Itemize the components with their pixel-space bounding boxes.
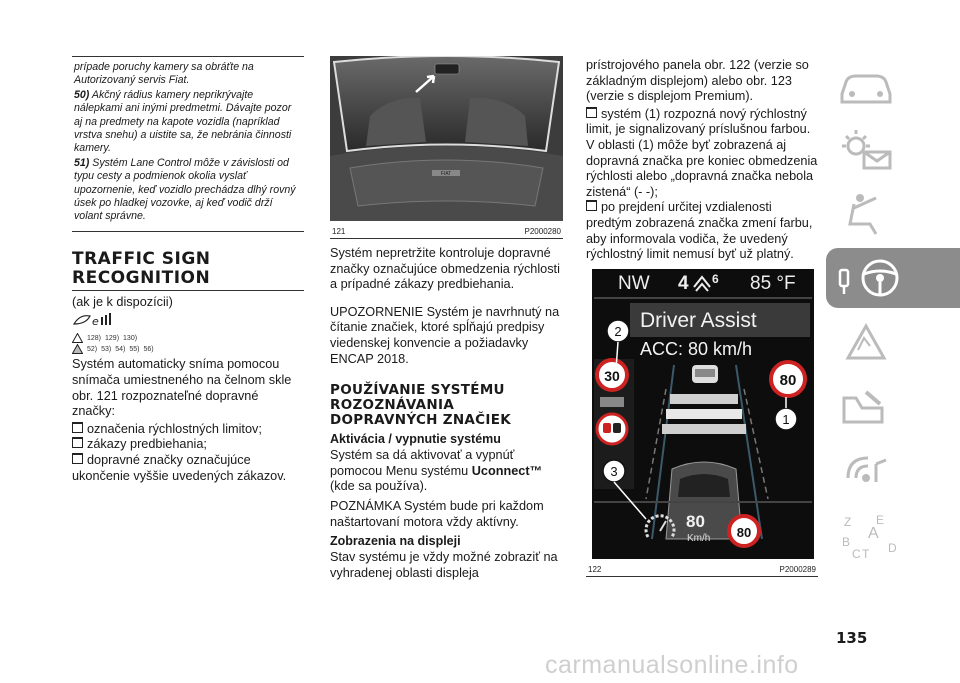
warning-refs-a: 128) 129) 130) — [72, 333, 304, 343]
speed-limit-sign-left: 30 — [604, 367, 620, 384]
watermark: carmanualsonline.info — [545, 651, 799, 679]
list-item: po prejdení určitej vzdialenosti predtým zobrazená značka zmení farbu, aby informovala vodiča, že uvedený rýchlostný limit nemusí byť už platný. — [586, 200, 813, 262]
subheading-display: Zobrazenia na displeji — [330, 534, 461, 549]
column-middle — [330, 56, 563, 583]
figure-caption: 121 P2000280 — [332, 227, 561, 236]
page-number: 135 — [836, 629, 868, 647]
divider — [72, 290, 304, 291]
svg-text:A: A — [868, 525, 879, 542]
recognized-speed-sign: 80 — [736, 524, 752, 540]
figure-caption: 122 P2000289 — [588, 564, 816, 574]
list-item: systém (1) rozpozná nový rýchlostný limit, je signalizovaný príslušnou farbou. V oblasti (1) môže byť zobrazená aj dopravná značka pre koniec obmedzenia rýchlosti alebo „dopravná značka nebola zistená“ (- -); — [586, 106, 818, 199]
bullet-box-icon — [72, 437, 83, 448]
bullet-box-icon — [72, 422, 83, 433]
tab-safety[interactable] — [826, 184, 960, 244]
callout-2: 2 — [614, 323, 622, 339]
hazard-icon — [836, 320, 896, 364]
list-item: zákazy predbiehania; — [72, 437, 304, 453]
tools-icon — [836, 384, 896, 428]
compass-heading: NW — [618, 272, 650, 294]
callout-1: 1 — [782, 411, 790, 427]
tab-maintenance[interactable] — [826, 376, 960, 436]
display-title: Driver Assist — [640, 308, 757, 332]
note-paragraph: UPOZORNENIE Systém je navrhnutý na čítanie značiek, ktoré spĺňajú predpisy viedenskej konvencie a požiadavky ENCAP 2018. — [330, 304, 560, 366]
bullet-box-icon — [586, 200, 597, 211]
svg-text:E: E — [876, 513, 885, 527]
tab-driving[interactable] — [826, 248, 960, 308]
svg-text:C: C — [852, 547, 861, 560]
instrument-cluster-display — [586, 269, 818, 559]
svg-text:e: e — [92, 315, 99, 329]
tab-emergency[interactable] — [826, 312, 960, 372]
intro-paragraph: Systém automaticky sníma pomocou snímača umiestneného na čelnom skle obr. 121 rozpoznateľné dopravné značky: — [72, 357, 292, 419]
chapter-tabs — [826, 56, 960, 568]
bullet-box-icon — [72, 453, 83, 464]
outside-temperature: 85 °F — [750, 272, 796, 294]
paragraph: prístrojového panela obr. 122 (verzie so základným displejom) alebo obr. 123 (verzie s displejom Premium). — [586, 58, 809, 104]
tab-car[interactable] — [826, 56, 960, 116]
svg-text:B: B — [842, 535, 851, 549]
column-right — [586, 56, 818, 577]
caution-triangle-icon — [72, 344, 83, 354]
svg-text:D: D — [888, 541, 897, 555]
callout-3: 3 — [610, 463, 618, 479]
availability-note: (ak je k dispozícii) — [72, 294, 173, 309]
subheading-activation: Aktivácia / vypnutie systému — [330, 432, 501, 447]
figure-121 — [330, 56, 563, 239]
svg-text:FIAT: FIAT — [440, 171, 452, 177]
figure-122 — [586, 269, 818, 577]
column-left — [72, 56, 304, 484]
paragraph: Systém nepretržite kontroluje dopravné značky označujúce obmedzenia rýchlosti a prípadné zákazy predbiehania. — [330, 246, 560, 292]
paragraph: Stav systému je vždy možné zobraziť na vyhradenej oblasti displeja — [330, 550, 558, 580]
warning-box — [72, 56, 304, 232]
warning-light-icon — [836, 128, 896, 172]
car-icon — [836, 64, 896, 108]
tab-index[interactable] — [826, 504, 960, 564]
list-item: dopravné značky označujúce ukončenie vyššie uvedených zákazov. — [72, 453, 287, 483]
warning-text-continued: prípade poruchy kamery sa obráťte na Autorizovaný servis Fiat. — [74, 61, 254, 87]
steering-wheel-icon — [836, 256, 916, 300]
warning-refs-b: 52) 53) 54) 55) 56) — [72, 344, 304, 354]
section-heading: POUŽÍVANIE SYSTÉMU ROZOZNÁVANIA DOPRAVNÝCH ZNAČIEK — [330, 382, 511, 429]
warning-50: 50) Akčný rádius kamery neprikrývajte nálepkami ani inými predmetmi. Dávajte pozor aj na predmety na kapote vozidla (napríklad vrstva snehu) a uistite sa, že nebránia činnosti kamery. — [74, 88, 292, 155]
media-icon — [836, 448, 896, 492]
index-icon — [836, 512, 906, 560]
svg-text:T: T — [862, 547, 870, 560]
acc-setting: ACC: 80 km/h — [640, 338, 753, 359]
list-item: označenia rýchlostných limitov; — [72, 422, 304, 438]
gear-indicator: 4 — [678, 272, 689, 294]
svg-text:Z: Z — [844, 515, 852, 529]
bullet-box-icon — [586, 107, 597, 118]
section-title: TRAFFIC SIGN RECOGNITION — [72, 248, 211, 288]
windshield-camera-image — [330, 56, 563, 221]
warning-triangle-icon — [72, 333, 83, 343]
paragraph: Systém sa dá aktivovať a vypnúť pomocou Menu systému Uconnect™ (kde sa používa). — [330, 448, 543, 494]
tab-multimedia[interactable] — [826, 440, 960, 500]
warning-51: 51) Systém Lane Control môže v závislosti od typu cesty a podmienok okolia vyslať upozornenie, keď vozidlo prechádza dlhý rovný úsek po hladkej vozovke, aj keď vodič drží volant správne. — [74, 156, 296, 223]
speed-limit-sign-right: 80 — [779, 371, 797, 389]
eco-icon — [72, 312, 304, 333]
note-paragraph: POZNÁMKA Systém bude pri každom naštartovaní motora vždy aktívny. — [330, 498, 544, 529]
speed-unit: Km/h — [687, 532, 711, 544]
current-speed: 80 — [686, 511, 705, 531]
tab-warning-lights[interactable] — [826, 120, 960, 180]
seat-icon — [836, 192, 896, 236]
gear-target: 6 — [712, 271, 719, 286]
